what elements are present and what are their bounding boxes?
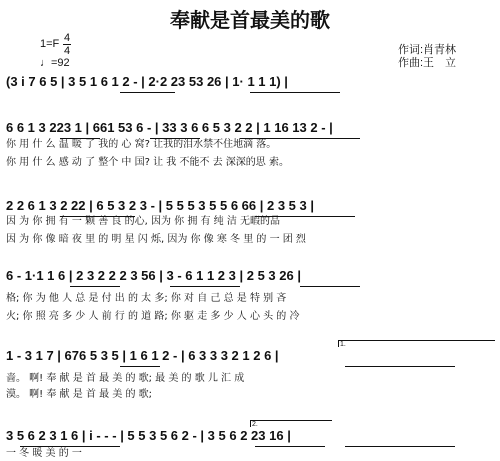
score-row-2: 6 6 1 3 223 1 | 661 53 6 - | 33 3 6 6 5 3 2 2 | 1 16 13 2 - | bbox=[6, 120, 333, 135]
lyric-row-4-verse-1: 格; 你 为 他 人 总 是 付 出 的 太 多; 你 对 自 己 总 是 特 别 吝 bbox=[6, 293, 287, 304]
score-row-intro: (3 i 7 6 5 | 3 5 1 6 1 2 - | 2·2 23 53 26 | 1· 1 1 1) | bbox=[6, 74, 288, 89]
lyric-row-2-verse-2: 你 用 什 么 感 动 了 整个 中 国? 让 我 不能不 去 深深的思 索。 bbox=[6, 157, 289, 168]
beam-underline bbox=[120, 366, 160, 367]
key-signature: 1=F bbox=[40, 38, 60, 50]
tempo-marking: ♩=92 bbox=[40, 57, 70, 69]
score-row-3: 2 2 6 1 3 2 22 | 6 5 3 2 3 - | 5 5 5 3 5 5 6 66 | 2 3 5 3 | bbox=[6, 198, 314, 213]
song-title: 奉献是首最美的歌 bbox=[170, 8, 330, 32]
beam-underline bbox=[250, 92, 340, 93]
lyric-row-4-verse-2: 火; 你 照 亮 多 少 人 前 行 的 道 路; 你 驱 走 多 少 人 心 头 的 冷 bbox=[6, 311, 300, 322]
time-signature-bottom: 4 bbox=[63, 45, 71, 57]
beam-underline bbox=[70, 286, 120, 287]
lyric-row-5-verse-1: 啬。 啊! 奉 献 是 首 最 美 的 歌; 最 美 的 歌 儿 汇 成 bbox=[6, 373, 245, 384]
lyric-row-3-verse-2: 因 为 你 像 暗 夜 里 的 明 星 闪 烁, 因为 你 像 寒 冬 里 的 一 团 烈 bbox=[6, 234, 306, 245]
score-row-6: 3 5 6 2 3 1 6 | i - - - | 5 5 3 5 6 2 - | 3 5 6 2 23 16 | bbox=[6, 428, 291, 443]
lyric-row-3-verse-1: 因 为 你 拥 有 一 颗 善 良 的心, 因为 你 拥 有 纯 洁 无暇的品 bbox=[6, 216, 281, 227]
lyric-row-2-verse-1: 你 用 什 么 温 暖 了 我的 心 窝? 让我的泪水禁不住地滴 落。 bbox=[6, 139, 277, 150]
time-signature-top: 4 bbox=[63, 32, 71, 44]
time-signature bbox=[63, 32, 71, 57]
credits bbox=[398, 44, 456, 70]
lyric-row-5-verse-2: 漠。 啊! 奉 献 是 首 最 美 的 歌; bbox=[6, 389, 152, 400]
beam-underline bbox=[120, 92, 175, 93]
score-row-4: 6 - 1·1 1 6 | 2 3 2 2 2 3 56 | 3 - 6 1 1 2 3 | 2 5 3 26 | bbox=[6, 268, 301, 283]
volta-bracket-1: 1. bbox=[338, 340, 495, 347]
beam-underline bbox=[170, 286, 240, 287]
beam-underline bbox=[345, 366, 455, 367]
lyric-row-6-verse-1: 一 冬 暖 美 的 一 bbox=[6, 448, 82, 459]
lyricist: 作词:肖青林 bbox=[398, 44, 457, 56]
volta-bracket-2: 2. bbox=[250, 420, 332, 427]
beam-underline bbox=[300, 286, 360, 287]
score-row-5: 1 - 3 1 7 | 676 5 3 5 | 1 6 1 2 - | 6 3 3 3 2 1 2 6 | bbox=[6, 348, 279, 363]
composer: 作曲:王 立 bbox=[398, 57, 457, 69]
